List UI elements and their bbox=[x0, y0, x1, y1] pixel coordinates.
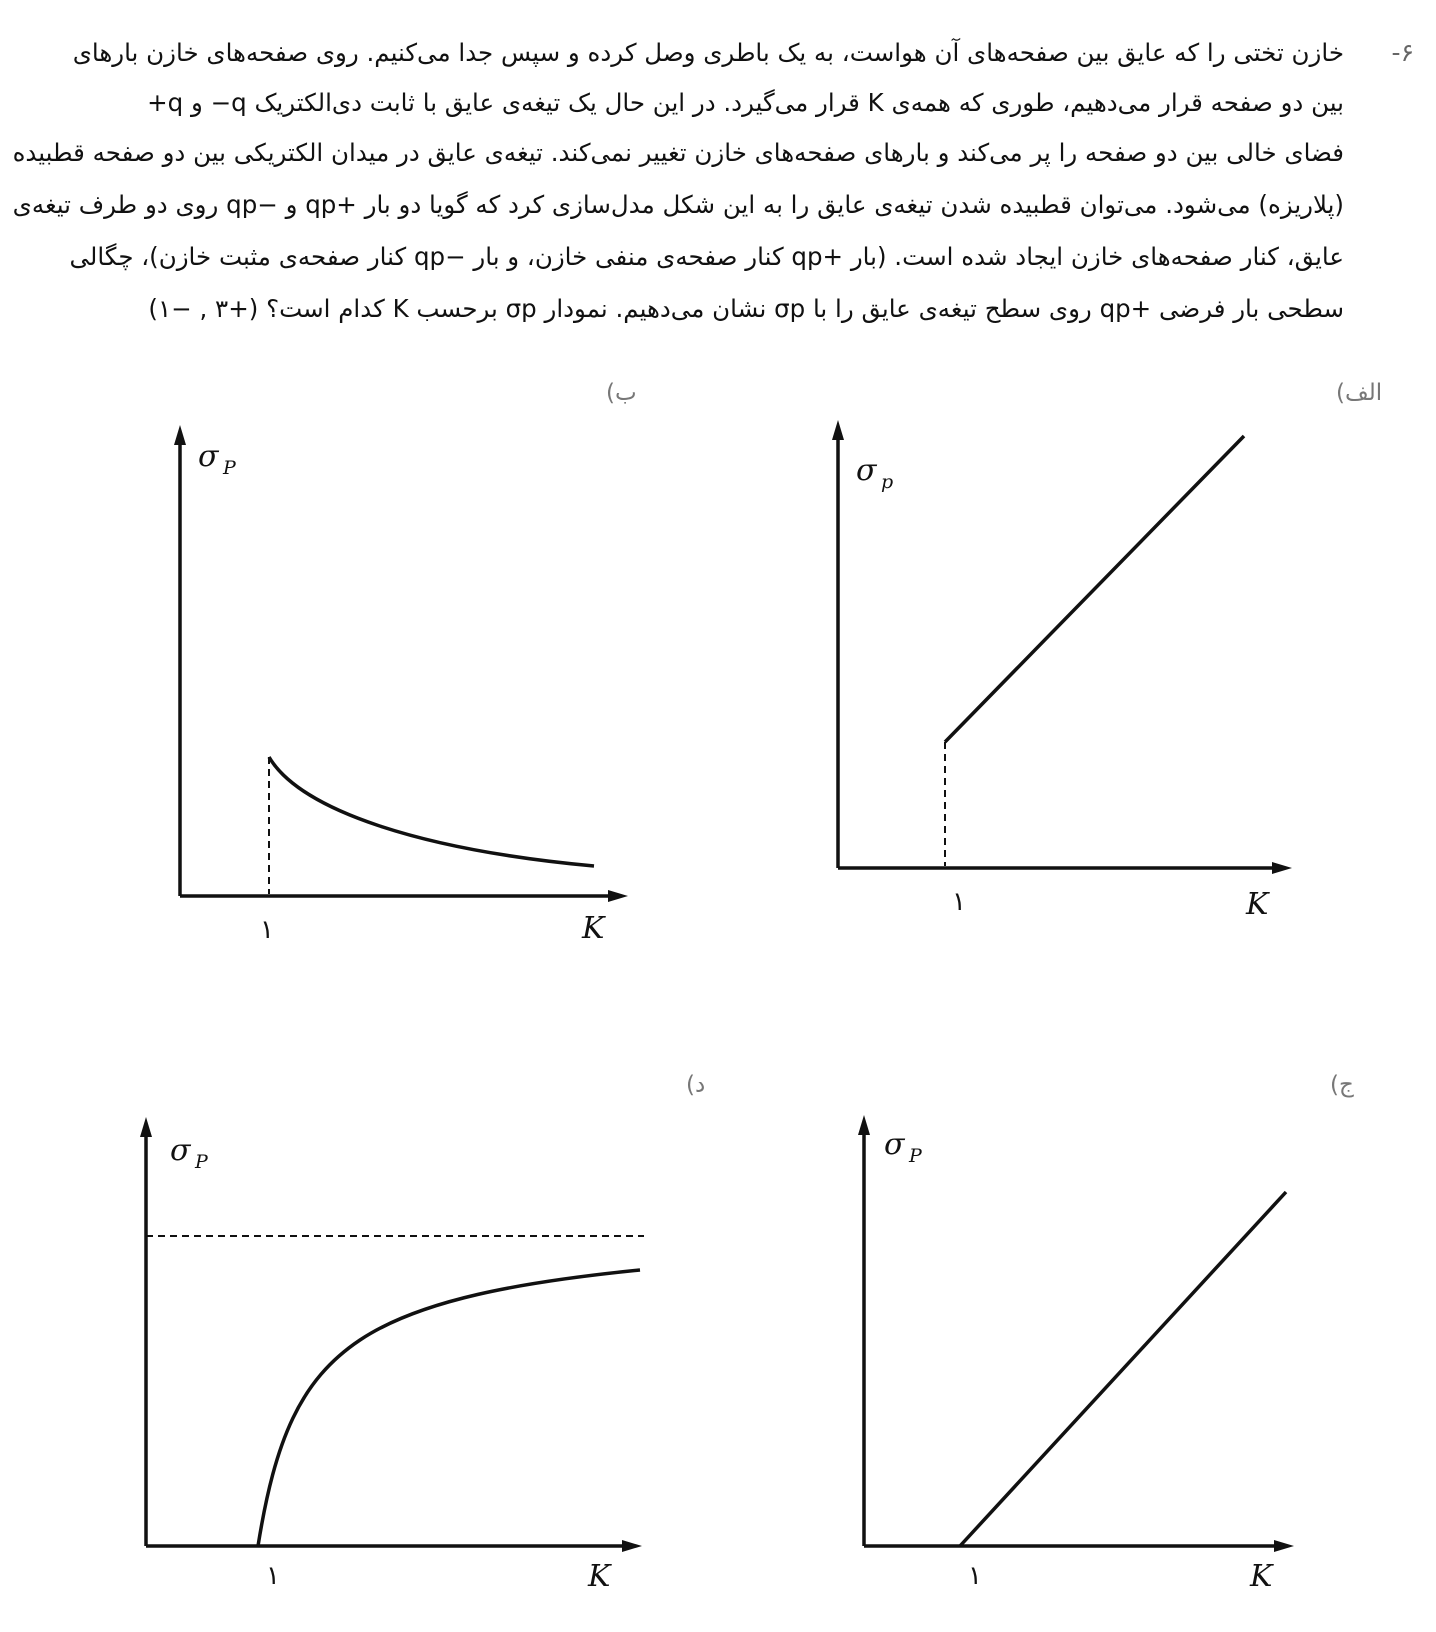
tick-label: ۱ bbox=[968, 1561, 982, 1591]
y-axis-label: σ bbox=[170, 1133, 191, 1168]
y-axis-label-sub: P bbox=[195, 1151, 208, 1173]
x-axis-arrow bbox=[622, 1540, 642, 1552]
sigma-curve bbox=[258, 1270, 640, 1546]
question-line-6: سطحی بار فرضی +qp روی سطح تیغه‌ی عایق را با σp نشان می‌دهیم. نمودار σp برحسب K کدام است؟ (+۳ , −۱) bbox=[148, 294, 1344, 323]
option-label-alef: الف) bbox=[1336, 380, 1383, 406]
y-axis-label-sub: P bbox=[909, 1145, 922, 1167]
question-line-4: (پلاریزه) می‌شود. می‌توان قطبیده شدن تیغه‌ی عایق را به این شکل مدل‌سازی کرد که گویا دو بار +qp و −qp روی دو طرف تیغه‌ی bbox=[12, 190, 1344, 219]
question-line-5: عایق، کنار صفحه‌های خازن ایجاد شده است. (بار +qp کنار صفحه‌ی منفی خازن، و بار −qp کنار صفحه‌ی مثبت خازن)، چگالی bbox=[69, 242, 1344, 271]
y-axis-label: σ bbox=[856, 453, 877, 488]
x-axis-label: K bbox=[582, 911, 605, 946]
tick-label: ۱ bbox=[260, 915, 274, 945]
question-line-1: خازن تختی را که عایق بین صفحه‌های آن هواست، به یک باطری وصل کرده و سپس جدا می‌کنیم. روی صفحه‌های خازن بارهای bbox=[72, 38, 1344, 67]
y-axis-label-sub: p bbox=[881, 471, 894, 493]
tick-label: ۱ bbox=[952, 887, 966, 917]
option-label-jim: ج) bbox=[1330, 1072, 1354, 1098]
y-axis-label-sub: P bbox=[223, 457, 236, 479]
y-axis-label: σ bbox=[884, 1127, 905, 1162]
question-number: -۶ bbox=[1391, 38, 1414, 67]
x-axis-label: K bbox=[1246, 887, 1269, 922]
option-label-be: ب) bbox=[606, 380, 637, 406]
y-axis-label: σ bbox=[198, 439, 219, 474]
tick-label: ۱ bbox=[266, 1561, 280, 1591]
question-line-2: +q و −q قرار می‌گیرد. در این حال یک تیغه‌ی عایق با ثابت دی‌الکتریک K بین دو صفحه قرار می‌دهیم، طوری که همه‌ی bbox=[147, 88, 1344, 117]
x-axis-label: K bbox=[588, 1559, 611, 1594]
option-label-dal: د) bbox=[686, 1072, 706, 1098]
question-line-3: فضای خالی بین دو صفحه را پر می‌کند و بارهای صفحه‌های خازن تغییر نمی‌کند. تیغه‌ی عایق در میدان الکتریکی بین دو صفحه قطبیده bbox=[12, 138, 1344, 167]
y-axis-arrow bbox=[140, 1117, 152, 1137]
x-axis-label: K bbox=[1250, 1559, 1273, 1594]
